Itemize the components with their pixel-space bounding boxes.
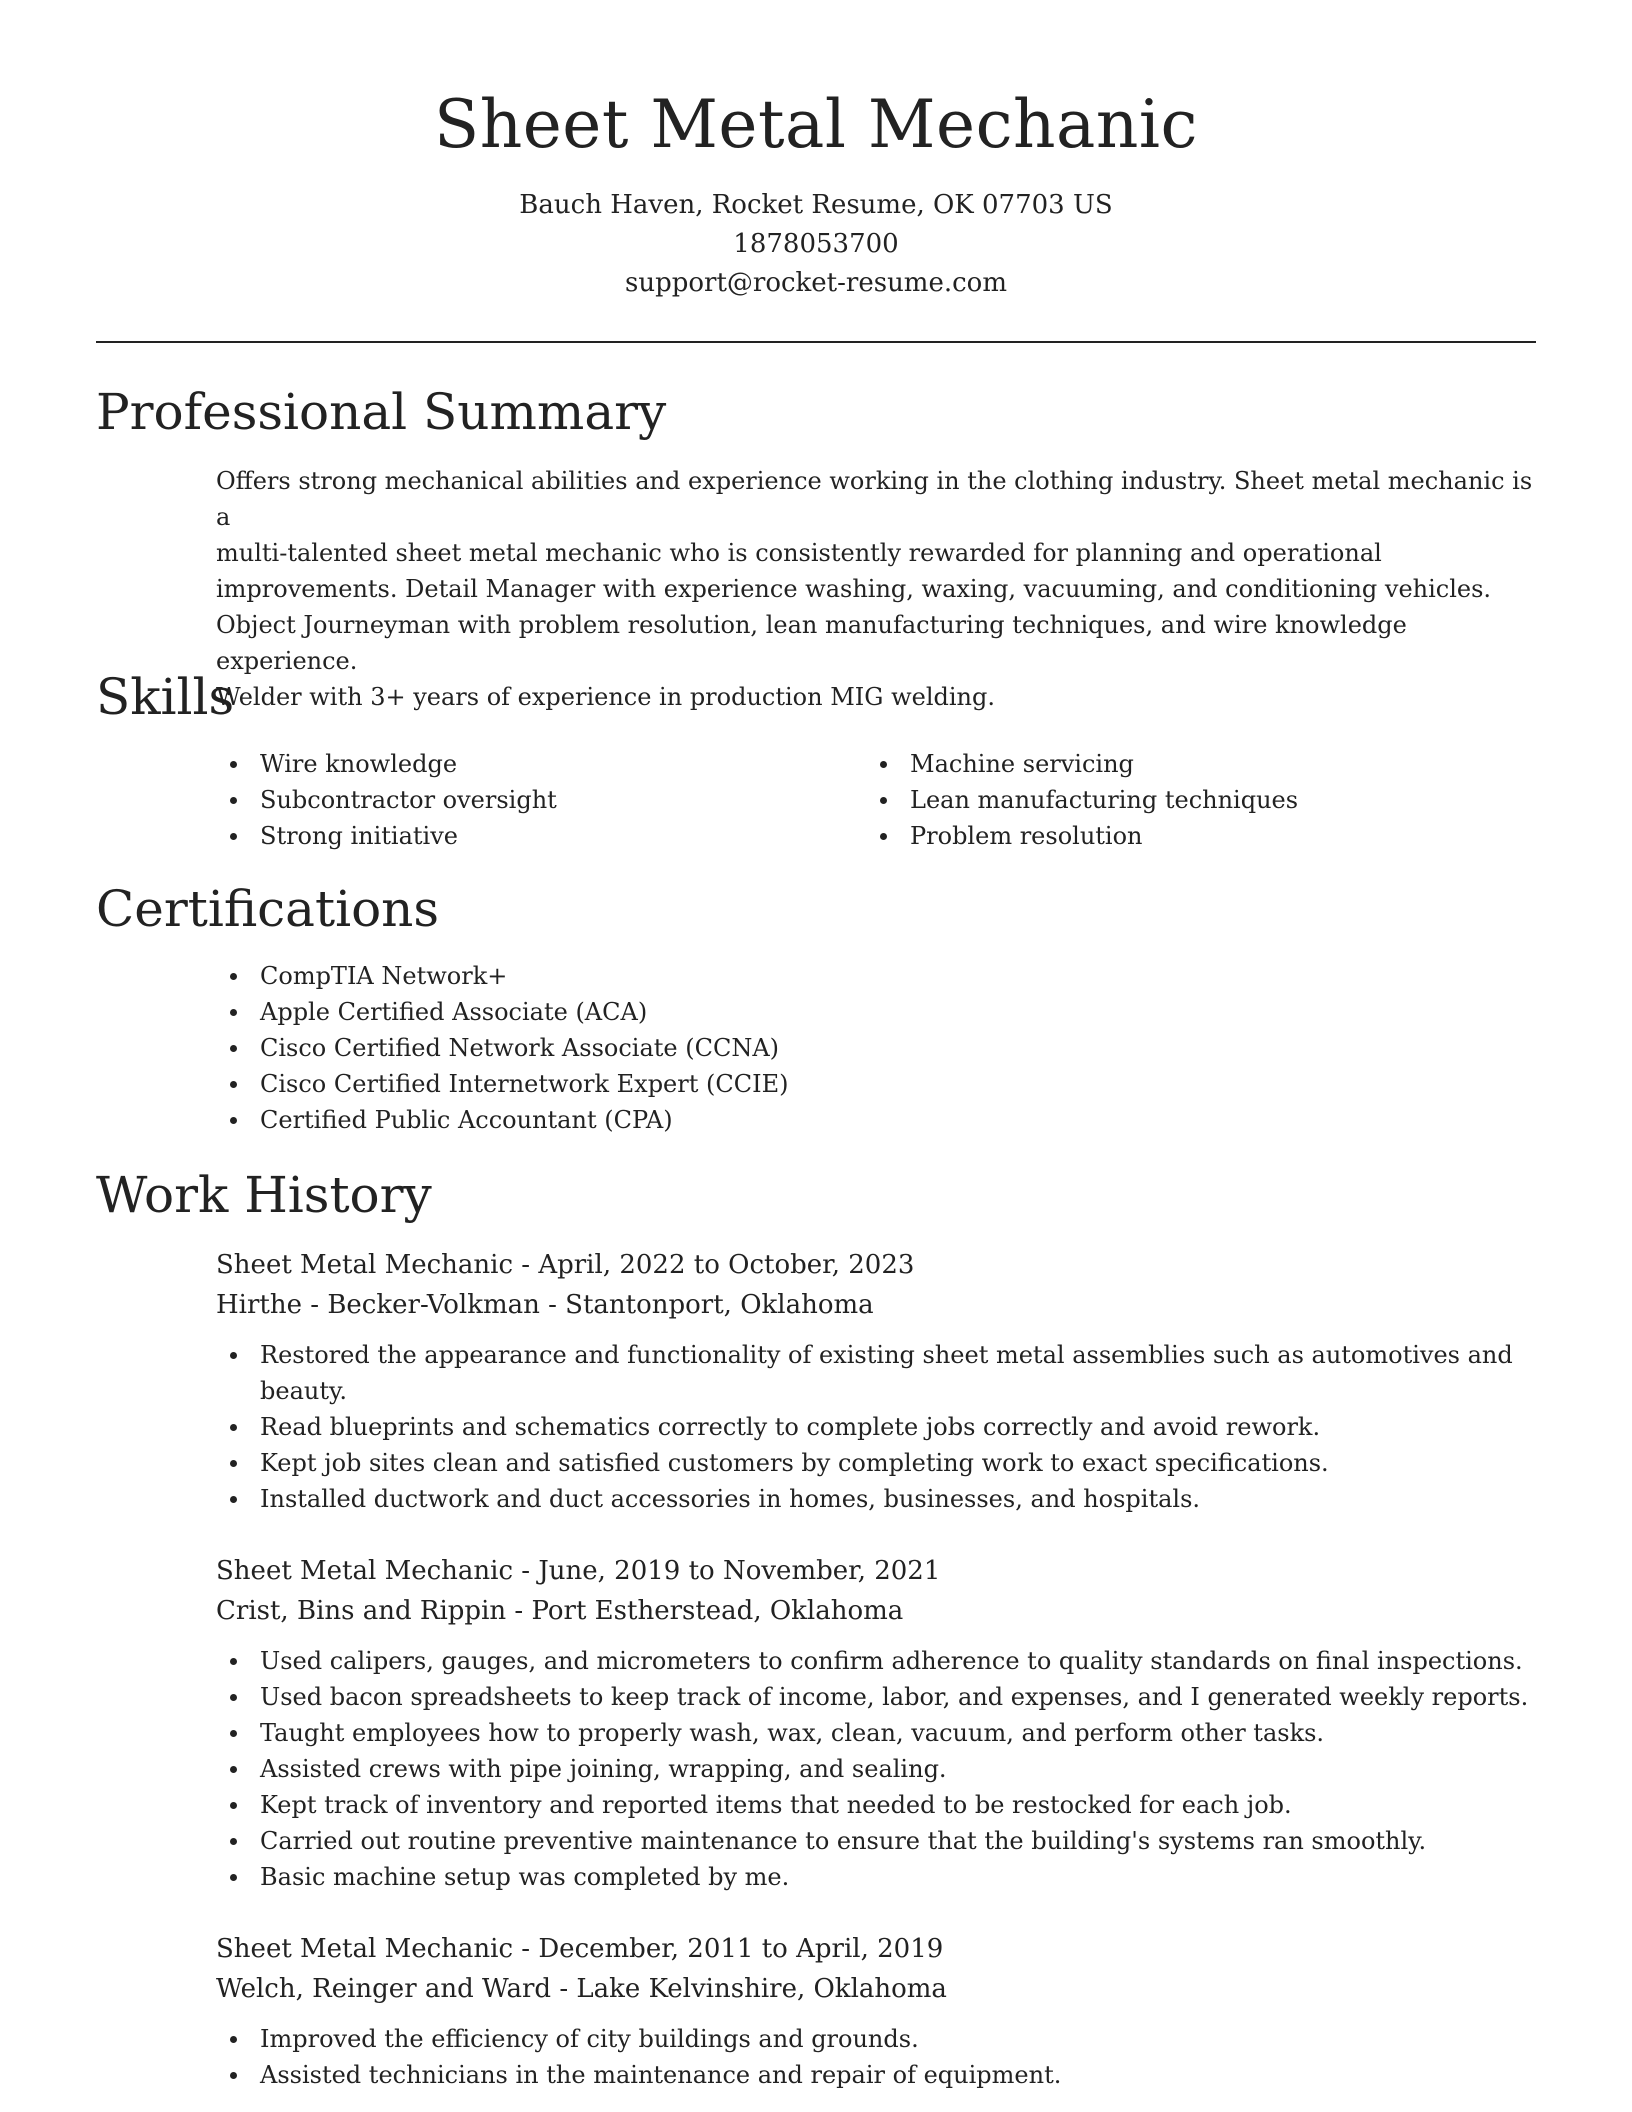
certification-item: Cisco Certified Internetwork Expert (CCIE) xyxy=(216,1066,1516,1102)
summary-text xyxy=(216,463,1546,715)
contact-phone: 1878053700 xyxy=(733,229,899,259)
candidate-name: Sheet Metal Mechanic xyxy=(434,86,1198,163)
job-entry xyxy=(216,1929,1536,2093)
skill-item: Strong initiative xyxy=(216,818,856,854)
summary-line: Object Journeyman with problem resolution, lean manufacturing techniques, and wire knowledge experience. xyxy=(216,611,1407,675)
job-duty: Kept job sites clean and satisfied customers by completing work to exact specifications. xyxy=(216,1445,1536,1481)
skills-list-left xyxy=(216,746,856,854)
job-entry xyxy=(216,1245,1536,1517)
skill-item: Wire knowledge xyxy=(216,746,856,782)
skills-list-right xyxy=(866,746,1506,854)
resume-header xyxy=(96,80,1536,303)
job-duties-list xyxy=(216,1643,1536,1895)
header-divider xyxy=(96,341,1536,343)
job-duty: Restored the appearance and functionality of existing sheet metal assemblies such as automotives and beauty. xyxy=(216,1337,1536,1409)
job-company-location: Welch, Reinger and Ward - Lake Kelvinshire, Oklahoma xyxy=(216,1974,947,2004)
job-entry xyxy=(216,1551,1536,1895)
job-duty: Assisted crews with pipe joining, wrapping, and sealing. xyxy=(216,1751,1536,1787)
job-duty: Read blueprints and schematics correctly to complete jobs correctly and avoid rework. xyxy=(216,1409,1536,1445)
summary-line: Offers strong mechanical abilities and experience working in the clothing industry. Sheet metal mechanic is a xyxy=(216,467,1533,531)
certifications-list xyxy=(216,958,1516,1138)
contact-email: support@rocket-resume.com xyxy=(624,268,1007,298)
job-duty: Installed ductwork and duct accessories in homes, businesses, and hospitals. xyxy=(216,1481,1536,1517)
job-company-location: Hirthe - Becker-Volkman - Stantonport, Oklahoma xyxy=(216,1290,874,1320)
job-title-dates: Sheet Metal Mechanic - December, 2011 to April, 2019 xyxy=(216,1934,944,1964)
summary-line: multi-talented sheet metal mechanic who is consistently rewarded for planning and operational xyxy=(216,539,1382,567)
summary-line: Welder with 3+ years of experience in production MIG welding. xyxy=(216,683,995,711)
job-duty: Basic machine setup was completed by me. xyxy=(216,1859,1536,1895)
summary-line: improvements. Detail Manager with experience washing, waxing, vacuuming, and conditioning vehicles. xyxy=(216,575,1492,603)
job-duty: Carried out routine preventive maintenance to ensure that the building's systems ran smoothly. xyxy=(216,1823,1536,1859)
job-title-dates: Sheet Metal Mechanic - April, 2022 to October, 2023 xyxy=(216,1250,915,1280)
certification-item: CompTIA Network+ xyxy=(216,958,1516,994)
skills-heading: Skills xyxy=(96,668,235,726)
job-duty: Kept track of inventory and reported items that needed to be restocked for each job. xyxy=(216,1787,1536,1823)
certifications-heading: Certifications xyxy=(96,880,440,938)
contact-address: Bauch Haven, Rocket Resume, OK 07703 US xyxy=(519,190,1113,220)
job-duty: Used bacon spreadsheets to keep track of income, labor, and expenses, and I generated weekly reports. xyxy=(216,1679,1536,1715)
contact-block xyxy=(96,186,1536,303)
job-duties-list xyxy=(216,1337,1536,1517)
job-duty: Improved the efficiency of city buildings and grounds. xyxy=(216,2021,1536,2057)
job-duties-list xyxy=(216,2021,1536,2093)
skill-item: Problem resolution xyxy=(866,818,1506,854)
certification-item: Apple Certified Associate (ACA) xyxy=(216,994,1516,1030)
job-duty: Used calipers, gauges, and micrometers to confirm adherence to quality standards on final inspections. xyxy=(216,1643,1536,1679)
job-duty: Assisted technicians in the maintenance and repair of equipment. xyxy=(216,2057,1536,2093)
job-company-location: Crist, Bins and Rippin - Port Estherstead, Oklahoma xyxy=(216,1596,904,1626)
skill-item: Lean manufacturing techniques xyxy=(866,782,1506,818)
skill-item: Machine servicing xyxy=(866,746,1506,782)
certification-item: Cisco Certified Network Associate (CCNA) xyxy=(216,1030,1516,1066)
job-title-dates: Sheet Metal Mechanic - June, 2019 to November, 2021 xyxy=(216,1556,941,1586)
summary-heading: Professional Summary xyxy=(96,383,667,441)
certification-item: Certified Public Accountant (CPA) xyxy=(216,1102,1516,1138)
work-history-heading: Work History xyxy=(96,1166,432,1224)
job-duty: Taught employees how to properly wash, wax, clean, vacuum, and perform other tasks. xyxy=(216,1715,1536,1751)
skill-item: Subcontractor oversight xyxy=(216,782,856,818)
